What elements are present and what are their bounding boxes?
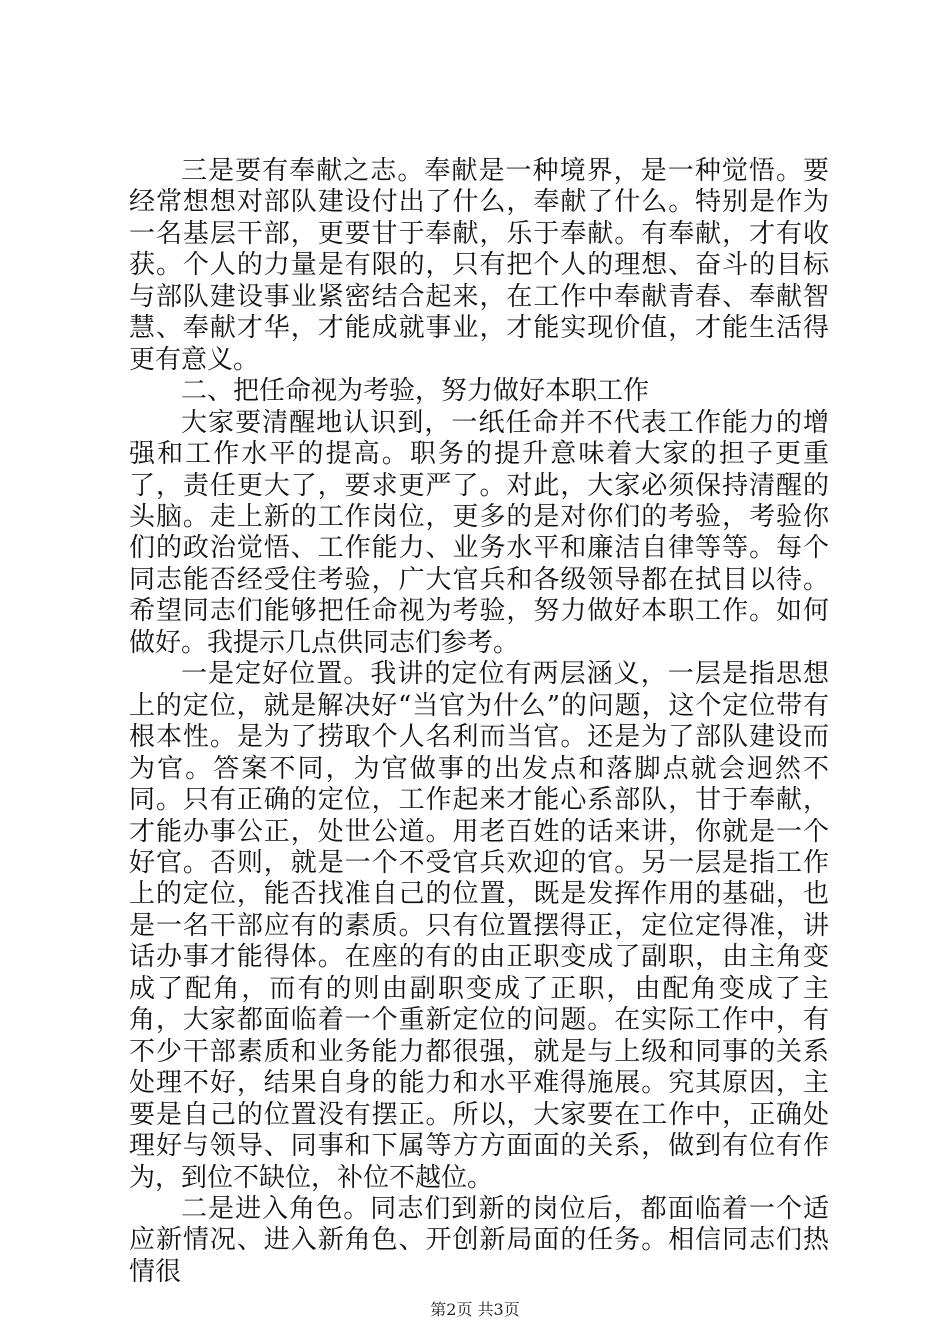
document-body (129, 156, 829, 1288)
paragraph-entering-role: 二是进入角色。同志们到新的岗位后，都面临着一个适应新情况、进入新角色、开创新局面的任务。相信同志们热情很 (129, 1193, 829, 1287)
paragraph-appointment-test: 大家要清醒地认识到，一纸任命并不代表工作能力的增强和工作水平的提高。职务的提升意味着大家的担子更重了，责任更大了，要求更严了。对此，大家必须保持清醒的头脑。走上新的工作岗位，更多的是对你们的考验，考验你们的政治觉悟、工作能力、业务水平和廉洁自律等等。每个同志能否经受住考验，广大官兵和各级领导都在拭目以待。希望同志们能够把任命视为考验，努力做好本职工作。如何做好。我提示几点供同志们参考。 (129, 407, 829, 658)
page-number-footer: 第2页 共3页 (430, 1300, 520, 1319)
section-heading-two: 二、把任命视为考验，努力做好本职工作 (181, 376, 650, 407)
paragraph-positioning: 一是定好位置。我讲的定位有两层涵义，一层是指思想上的定位，就是解决好“当官为什么”的问题，这个定位带有根本性。是为了捞取个人名利而当官。还是为了部队建设而为官。答案不同，为官做事的出发点和落脚点就会迥然不同。只有正确的定位，工作起来才能心系部队，甘于奉献，才能办事公正，处世公道。用老百姓的话来讲，你就是一个好官。否则，就是一个不受官兵欢迎的官。另一层是指工作上的定位，能否找准自己的位置，既是发挥作用的基础，也是一名干部应有的素质。只有位置摆得正，定位定得准，讲话办事才能得体。在座的有的由正职变成了副职，由主角变成了配角，而有的则由副职变成了正职，由配角变成了主角，大家都面临着一个重新定位的问题。在实际工作中，有不少干部素质和业务能力都很强，就是与上级和同事的关系处理不好，结果自身的能力和水平难得施展。究其原因，主要是自己的位置没有摆正。所以，大家要在工作中，正确处理好与领导、同事和下属等方方面面的关系，做到有位有作为，到位不缺位，补位不越位。 (129, 659, 829, 1193)
paragraph-contribution: 三是要有奉献之志。奉献是一种境界，是一种觉悟。要经常想想对部队建设付出了什么，奉献了什么。特别是作为一名基层干部，更要甘于奉献，乐于奉献。有奉献，才有收获。个人的力量是有限的，只有把个人的理想、奋斗的目标与部队建设事业紧密结合起来，在工作中奉献青春、奉献智慧、奉献才华，才能成就事业，才能实现价值，才能生活得更有意义。 (129, 156, 829, 375)
